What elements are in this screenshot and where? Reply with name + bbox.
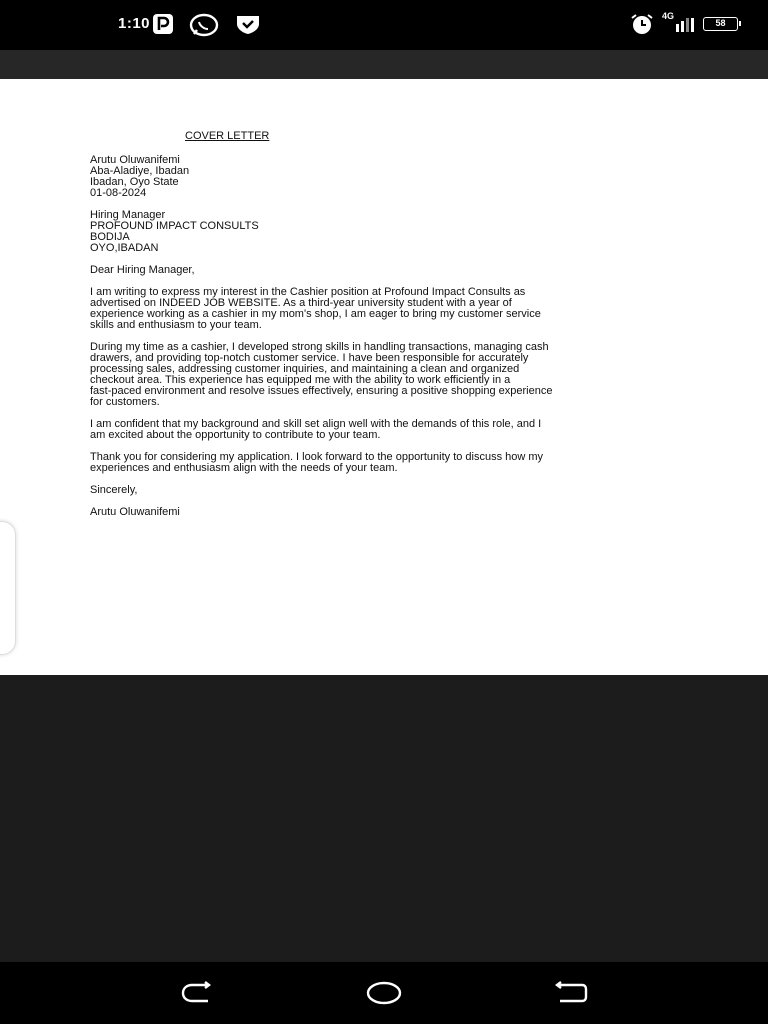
viewer-toolbar (0, 50, 768, 79)
recipient-area: BODIJA (90, 231, 130, 243)
home-icon[interactable] (366, 981, 402, 1010)
paragraph-line: I am confident that my background and skill set align well with the demands of this role, and I (90, 418, 542, 430)
recipient-company: PROFOUND IMPACT CONSULTS (90, 220, 259, 232)
paragraph-line: checkout area. This experience has equipped me with the ability to work efficiently in a (90, 374, 511, 386)
recent-apps-icon[interactable] (554, 981, 590, 1010)
signal-icon (676, 18, 696, 37)
sender-name: Arutu Oluwanifemi (90, 154, 180, 166)
signature: Arutu Oluwanifemi (90, 506, 180, 518)
back-icon[interactable] (178, 981, 214, 1010)
closing: Sincerely, (90, 484, 138, 496)
shield-icon (235, 13, 261, 40)
p-app-icon (152, 13, 174, 40)
paragraph-line: skills and enthusiasm to your team. (90, 319, 262, 331)
sender-block (90, 155, 189, 199)
navigation-bar (0, 962, 768, 1024)
recipient-city: OYO,IBADAN (90, 242, 159, 254)
document-page[interactable] (0, 79, 768, 675)
status-bar (0, 0, 768, 50)
salutation: Dear Hiring Manager, (90, 264, 195, 276)
sender-city: Ibadan, Oyo State (90, 176, 179, 188)
paragraph-line: advertised on INDEED JOB WEBSITE. As a third-year university student with a year of (90, 297, 512, 309)
paragraph-line: Thank you for considering my application. I look forward to the opportunity to discuss how my (90, 451, 544, 463)
sender-address: Aba-Aladiye, Ibadan (90, 165, 190, 177)
paragraph-line: experiences and enthusiasm align with the needs of your team. (90, 462, 398, 474)
alarm-icon (630, 13, 654, 40)
recipient-block (90, 210, 259, 254)
paragraph-line: drawers, and providing top-notch customer service. I have been responsible for accurately (90, 352, 529, 364)
paragraph-line: am excited about the opportunity to contribute to your team. (90, 429, 381, 441)
paragraph-line: fast-paced environment and resolve issues effectively, ensuring a positive shopping experience (90, 385, 553, 397)
network-type: 4G (662, 11, 675, 21)
paragraph-line: processing sales, addressing customer inquiries, and maintaining a clean and organized (90, 363, 520, 375)
paragraph-3 (90, 419, 541, 441)
paragraph-4 (90, 452, 543, 474)
recipient-title: Hiring Manager (90, 209, 166, 221)
document-title: COVER LETTER (185, 130, 270, 142)
paragraph-1 (90, 287, 541, 331)
status-time: 1:10 (118, 15, 151, 32)
paragraph-line: I am writing to express my interest in the Cashier position at Profound Impact Consults as (90, 286, 526, 298)
paragraph-line: for customers. (90, 396, 160, 408)
paragraph-line: experience working as a cashier in my mom's shop, I am eager to bring my customer service (90, 308, 541, 320)
paragraph-2 (90, 342, 552, 408)
whatsapp-icon (189, 13, 219, 42)
side-panel-handle[interactable] (0, 521, 16, 655)
battery-icon: 58 (703, 17, 738, 31)
letter-date: 01-08-2024 (90, 187, 147, 199)
paragraph-line: During my time as a cashier, I developed strong skills in handling transactions, managing cash (90, 341, 549, 353)
